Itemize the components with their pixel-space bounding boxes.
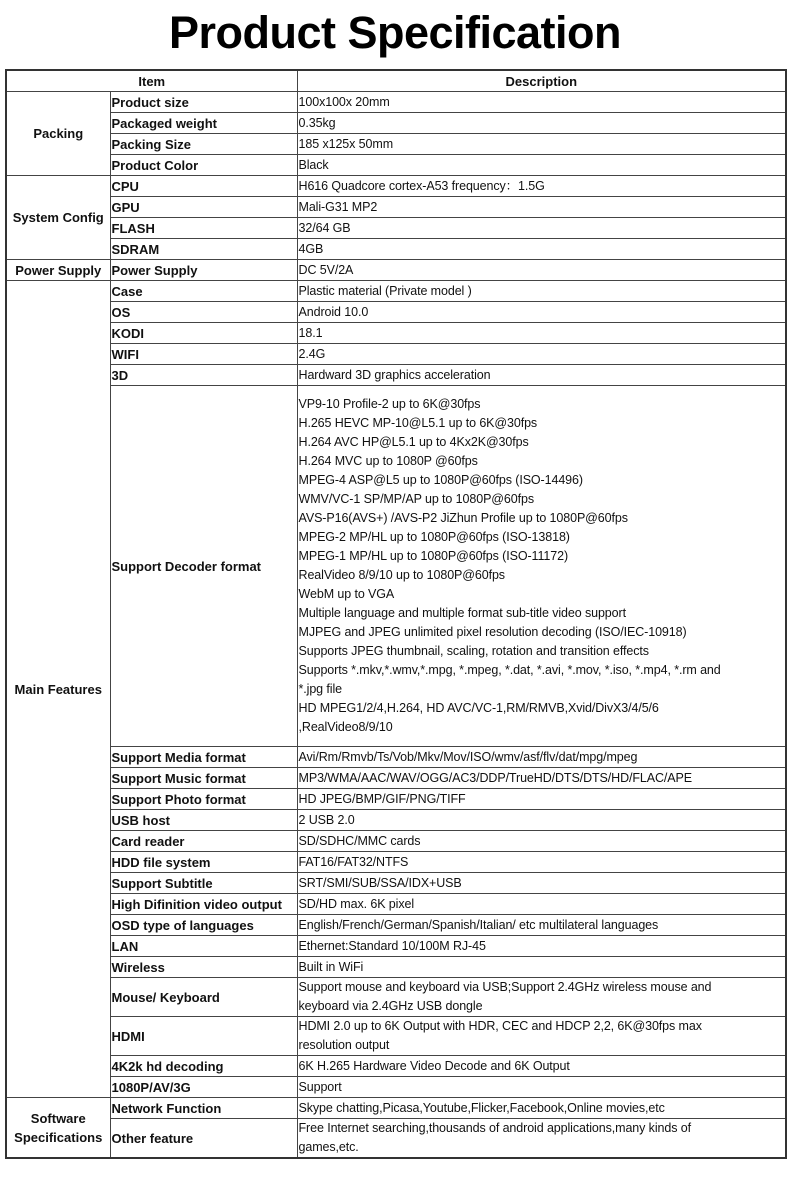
item-label: High Difinition video output [110,894,297,915]
item-label: Card reader [110,831,297,852]
description-line: Multiple language and multiple format sub-title video support [298,606,626,620]
item-description [297,1056,786,1077]
description-line: 185 x125x 50mm [298,136,394,151]
table-row [6,1098,786,1119]
description-line: ,RealVideo8/9/10 [298,720,393,734]
item-label: GPU [110,197,297,218]
table-row [6,957,786,978]
table-row [6,197,786,218]
table-row [6,92,786,113]
table-row [6,1119,786,1159]
item-label: Product Color [110,155,297,176]
item-description [297,323,786,344]
description-line: Black [298,157,329,172]
item-label: SDRAM [110,239,297,260]
item-description [297,915,786,936]
table-row [6,323,786,344]
table-row [6,344,786,365]
description-line: FAT16/FAT32/NTFS [298,854,409,869]
table-row [6,1056,786,1077]
item-description [297,894,786,915]
description-line: VP9-10 Profile-2 up to 6K@30fps [298,397,481,411]
description-line: RealVideo 8/9/10 up to 1080P@60fps [298,568,505,582]
item-label: HDD file system [110,852,297,873]
description-line: 2.4G [298,346,326,361]
table-row [6,239,786,260]
item-description [297,1098,786,1119]
description-line: MPEG-2 MP/HL up to 1080P@60fps (ISO-13818) [298,530,570,544]
description-line: Supports JPEG thumbnail, scaling, rotation and transition effects [298,644,649,658]
item-description [297,155,786,176]
item-label: 4K2k hd decoding [110,1056,297,1077]
description-line: 2 USB 2.0 [298,812,355,827]
item-label: Wireless [110,957,297,978]
item-label: Network Function [110,1098,297,1119]
description-line: Avi/Rm/Rmvb/Ts/Vob/Mkv/Mov/ISO/wmv/asf/flv/dat/mpg/mpeg [298,749,638,764]
item-label: CPU [110,176,297,197]
description-line: Free Internet searching,thousands of android applications,many kinds of [298,1121,691,1135]
description-line: HD JPEG/BMP/GIF/PNG/TIFF [298,791,466,806]
description-line: Support mouse and keyboard via USB;Support 2.4GHz wireless mouse and [298,980,712,994]
item-label: FLASH [110,218,297,239]
description-line: 4GB [298,241,324,256]
item-description [297,365,786,386]
item-description [297,218,786,239]
spec-table [5,69,787,1159]
group-label: Packing [6,92,110,176]
item-description [297,134,786,155]
table-row [6,852,786,873]
item-description [297,978,786,1017]
item-label: WIFI [110,344,297,365]
description-line: games,etc. [298,1140,359,1154]
description-line: Android 10.0 [298,304,369,319]
table-row [6,386,786,747]
description-line: Hardward 3D graphics acceleration [298,367,491,382]
item-description [297,810,786,831]
item-description [297,957,786,978]
table-row [6,281,786,302]
description-line: Plastic material (Private model ) [298,283,472,298]
table-row [6,155,786,176]
item-description [297,92,786,113]
description-line: *.jpg file [298,682,342,696]
item-label: Product size [110,92,297,113]
description-line: MP3/WMA/AAC/WAV/OGG/AC3/DDP/TrueHD/DTS/DTS/HD/FLAC/APE [298,770,693,785]
item-description [297,176,786,197]
description-line: 100x100x 20mm [298,94,390,109]
item-description [297,239,786,260]
item-label: Support Media format [110,747,297,768]
description-line: MPEG-1 MP/HL up to 1080P@60fps (ISO-11172) [298,549,569,563]
item-description [297,1017,786,1056]
table-row [6,936,786,957]
item-description [297,197,786,218]
item-label: Packing Size [110,134,297,155]
item-label: OSD type of languages [110,915,297,936]
table-row [6,365,786,386]
description-line: keyboard via 2.4GHz USB dongle [298,999,483,1013]
item-description [297,302,786,323]
description-line: SD/HD max. 6K pixel [298,896,415,911]
item-description [297,936,786,957]
item-description [297,260,786,281]
description-line: 32/64 GB [298,220,351,235]
table-row [6,894,786,915]
item-description [297,1119,786,1159]
item-label: KODI [110,323,297,344]
spec-table-body [6,92,786,1159]
item-description [297,1077,786,1098]
table-row [6,260,786,281]
item-description [297,386,786,747]
table-row [6,1017,786,1056]
description-line: resolution output [298,1038,390,1052]
description-line: Ethernet:Standard 10/100M RJ-45 [298,938,486,953]
description-line: WebM up to VGA [298,587,395,601]
group-label: Power Supply [6,260,110,281]
table-row [6,176,786,197]
description-line: AVS-P16(AVS+) /AVS-P2 JiZhun Profile up to 1080P@60fps [298,511,628,525]
description-line: WMV/VC-1 SP/MP/AP up to 1080P@60fps [298,492,534,506]
description-line: H.265 HEVC MP-10@L5.1 up to 6K@30fps [298,416,538,430]
item-label: LAN [110,936,297,957]
description-line: HD MPEG1/2/4,H.264, HD AVC/VC-1,RM/RMVB,Xvid/DivX3/4/5/6 [298,701,659,715]
description-line: DC 5V/2A [298,262,354,277]
item-description [297,281,786,302]
header-item: Item [6,70,297,92]
description-line: MJPEG and JPEG unlimited pixel resolution decoding (ISO/IEC-10918) [298,625,687,639]
description-line: Built in WiFi [298,959,364,974]
description-line: H616 Quadcore cortex-A53 frequency：1.5G [298,178,545,193]
item-label: Other feature [110,1119,297,1159]
description-line: 18.1 [298,325,323,340]
item-label: Mouse/ Keyboard [110,978,297,1017]
item-label: Case [110,281,297,302]
table-row [6,1077,786,1098]
table-row [6,873,786,894]
table-row [6,768,786,789]
item-description [297,789,786,810]
description-line: 6K H.265 Hardware Video Decode and 6K Output [298,1058,570,1073]
item-label: USB host [110,810,297,831]
table-row [6,113,786,134]
description-line: HDMI 2.0 up to 6K Output with HDR, CEC and HDCP 2,2, 6K@30fps max [298,1019,702,1033]
description-line: MPEG-4 ASP@L5 up to 1080P@60fps (ISO-14496) [298,473,583,487]
item-description [297,344,786,365]
description-line: H.264 MVC up to 1080P @60fps [298,454,478,468]
item-label: OS [110,302,297,323]
table-row [6,747,786,768]
table-header-row [6,70,786,92]
description-line: Mali-G31 MP2 [298,199,378,214]
table-row [6,789,786,810]
table-row [6,978,786,1017]
item-description [297,113,786,134]
item-label: Power Supply [110,260,297,281]
table-row [6,810,786,831]
table-row [6,218,786,239]
description-line: Supports *.mkv,*.wmv,*.mpg, *.mpeg, *.dat, *.avi, *.mov, *.iso, *.mp4, *.rm and [298,663,721,677]
table-row [6,134,786,155]
description-line: SD/SDHC/MMC cards [298,833,421,848]
item-description [297,768,786,789]
description-line: H.264 AVC HP@L5.1 up to 4Kx2K@30fps [298,435,529,449]
item-label: 1080P/AV/3G [110,1077,297,1098]
table-row [6,302,786,323]
table-row [6,915,786,936]
group-label: Software Specifications [6,1098,110,1159]
item-label: Support Music format [110,768,297,789]
group-label: Main Features [6,281,110,1098]
item-description [297,852,786,873]
item-label: Support Decoder format [110,386,297,747]
item-label: Support Photo format [110,789,297,810]
group-label: System Config [6,176,110,260]
table-row [6,831,786,852]
item-label: Packaged weight [110,113,297,134]
description-line: SRT/SMI/SUB/SSA/IDX+USB [298,875,462,890]
description-line: Skype chatting,Picasa,Youtube,Flicker,Facebook,Online movies,etc [298,1100,665,1115]
item-label: 3D [110,365,297,386]
description-line: Support [298,1079,342,1094]
item-description [297,873,786,894]
description-line: 0.35kg [298,115,336,130]
item-description [297,747,786,768]
header-description: Description [297,70,786,92]
item-label: Support Subtitle [110,873,297,894]
item-description [297,831,786,852]
item-label: HDMI [110,1017,297,1056]
page-title: Product Specification [168,7,622,58]
description-line: English/French/German/Spanish/Italian/ etc multilateral languages [298,917,659,932]
